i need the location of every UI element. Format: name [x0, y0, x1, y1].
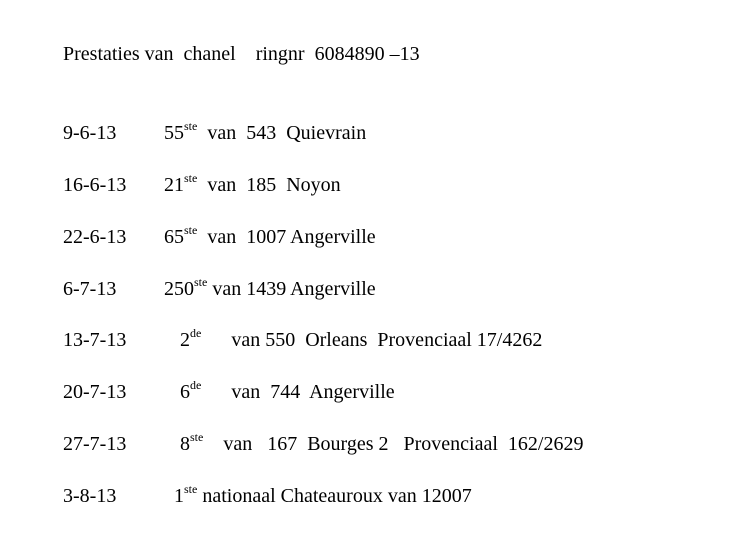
- result-date: 20-7-13: [63, 381, 127, 403]
- result-detail: [180, 327, 542, 355]
- result-text: van 550 Orleans Provenciaal 17/4262: [201, 329, 543, 351]
- result-place-suffix: ste: [190, 430, 204, 444]
- result-detail: [164, 224, 376, 252]
- result-place-suffix: de: [190, 378, 202, 392]
- result-date: 27-7-13: [63, 433, 127, 455]
- result-text: van 744 Angerville: [201, 381, 395, 403]
- result-text: van 1007 Angerville: [197, 226, 376, 248]
- result-place-suffix: ste: [184, 171, 198, 185]
- result-row: [0, 224, 730, 250]
- result-date: 22-6-13: [63, 226, 127, 248]
- result-place-suffix: ste: [184, 119, 198, 133]
- result-text: van 1439 Angerville: [207, 278, 376, 300]
- result-row: [0, 431, 730, 457]
- result-place: 21: [164, 174, 184, 196]
- result-detail: [180, 379, 395, 407]
- result-date: 9-6-13: [63, 122, 117, 144]
- document-title: Prestaties van chanel ringnr 6084890 –13: [63, 43, 420, 65]
- result-row: [0, 276, 730, 302]
- result-place: 2: [180, 329, 190, 351]
- result-text: van 167 Bourges 2 Provenciaal 162/2629: [203, 433, 584, 455]
- result-place: 6: [180, 381, 190, 403]
- result-place: 1: [174, 485, 184, 507]
- result-date: 13-7-13: [63, 329, 127, 351]
- result-place: 65: [164, 226, 184, 248]
- result-detail: [164, 172, 341, 200]
- result-date: 16-6-13: [63, 174, 127, 196]
- result-row: [0, 120, 730, 146]
- result-detail: [174, 483, 472, 511]
- result-row: [0, 327, 730, 353]
- result-detail: [164, 120, 366, 148]
- result-place: 55: [164, 122, 184, 144]
- result-place: 8: [180, 433, 190, 455]
- result-place-suffix: ste: [184, 482, 198, 496]
- result-place-suffix: de: [190, 326, 202, 340]
- result-date: 3-8-13: [63, 485, 117, 507]
- result-detail: [164, 276, 376, 304]
- result-text: van 543 Quievrain: [197, 122, 367, 144]
- result-row: [0, 483, 730, 509]
- result-detail: [180, 431, 583, 459]
- result-text: nationaal Chateauroux van 12007: [197, 485, 472, 507]
- result-place-suffix: ste: [194, 275, 208, 289]
- result-row: [0, 379, 730, 405]
- result-place: 250: [164, 278, 194, 300]
- result-place-suffix: ste: [184, 223, 198, 237]
- result-text: van 185 Noyon: [197, 174, 341, 196]
- result-date: 6-7-13: [63, 278, 117, 300]
- result-row: [0, 172, 730, 198]
